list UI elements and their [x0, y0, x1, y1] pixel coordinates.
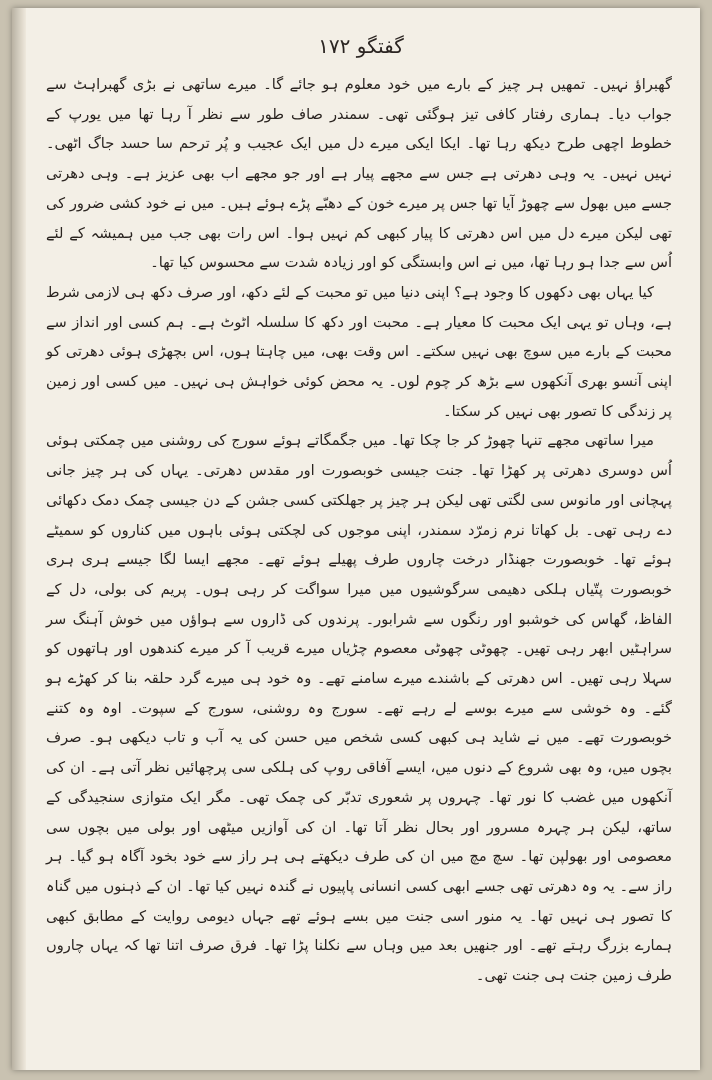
- book-page: [12, 8, 700, 1070]
- paragraph-2: کیا یہاں بھی دکھوں کا وجود ہے؟ اپنی دنیا میں تو محبت کے لئے دکھ، اور صرف دکھ ہی لازمی شرط ہے، وہاں تو یہی ایک محبت کا معیار ہے۔ محبت اور دکھ کا سلسلہ اٹوٹ ہے۔ ہم کسی اور انداز سے محبت کے بارے میں سوچ بھی نہیں سکتے۔ اس وقت بھی، میں چاہتا ہوں، اس بچھڑی ہوئی دھرتی کو اپنی آنسو بھری آنکھوں سے بڑھ کر چوم لوں۔ یہ محض کوئی خواہش ہی نہیں۔ میں کسی اور زمین پر زندگی کا تصور بھی نہیں کر سکتا۔: [46, 283, 672, 420]
- paragraph-1: گھبراؤ نہیں۔ تمھیں ہر چیز کے بارے میں خود معلوم ہو جائے گا۔ میرے ساتھی نے بڑی گھبراہٹ سے جواب دیا۔ ہماری رفتار کافی تیز ہوگئی تھی۔ سمندر صاف طور سے نظر آ رہا تھا میں یورپ کے خطوط اچھی طرح دیکھ رہا تھا۔ ایکا ایکی میرے دل میں ایک عجیب و پُر ترحم سا حسد جاگ اٹھی۔ نہیں نہیں۔ یہ وہی دھرتی ہے جس سے مجھے پیار ہے اور جو مجھے اب بھی عزیز ہے۔ وہی دھرتی جسے میں بھول سے چھوڑ آیا تھا جس پر میرے خون کے دھبّے پڑے ہوئے ہیں۔ میں نے خود کشی ضرور کی تھی لیکن میرے دل میں اس دھرتی کا پیار کبھی کم نہیں ہوا۔ اس رات بھی جب میں ہمیشہ کے لئے اُس سے جدا ہو رہا تھا، میں نے اس وابستگی کو اور زیادہ شدت سے محسوس کیا تھا۔: [46, 76, 672, 272]
- paragraph-3: میرا ساتھی مجھے تنہا چھوڑ کر جا چکا تھا۔ میں جگمگاتے ہوئے سورج کی روشنی میں چمکتی ہوئی اُس دوسری دھرتی پر کھڑا تھا۔ جنت جیسی خوبصورت اور مقدس دھرتی۔ یہاں کی ہر چیز جانی پہچانی اور مانوس سی لگتی تھی لیکن ہر چیز پر جھلکتی کسی جشن کے دن جیسی چمک دمک دکھائی دے رہی تھی۔ بل کھاتا نرم زمرّد سمندر، اپنی موجوں کی لچکتی ہوئی باہوں میں کناروں کو سمیٹے ہوئے تھا۔ خوبصورت جھنڈار درخت چاروں طرف پھیلے ہوئے تھے۔ مجھے ایسا لگا جیسے ہری ہری خوبصورت پتّیاں ہلکی دھیمی سرگوشیوں میں میرا سواگت کر رہی ہوں۔ پریم کی بولی، دل کے الفاظ، گھاس کی خوشبو اور رنگوں سے شرابور۔ پرندوں کی ڈاروں سے ہواؤں میں خوش آہنگ سر سراہٹیں ابھر رہی تھیں۔ چھوٹی چھوٹی معصوم چڑیاں میرے قریب آ کر میرے کندھوں اور ہاتھوں کو سہلا رہی تھیں۔ اس دھرتی کے باشندے میرے سامنے تھے۔ وہ خود ہی میرے گرد حلقہ بنا کر کھڑے ہو گئے۔ وہ خوشی سے میرے بوسے لے رہے تھے۔ سورج وہ روشنی، سورج کے سپوت۔ اوہ وہ کتنے خوبصورت تھے۔ میں نے شاید ہی کبھی کسی شخص میں حسن کی یہ آب و تاب دیکھی ہو۔ صرف بچوں میں، وہ بھی شروع کے دنوں میں، ایسے آفاقی روپ کی ہلکی سی پرچھائیں نظر آتی ہے۔ ان کی آنکھوں میں غضب کا نور تھا۔ چہروں پر شعوری تدبّر کی چمک تھی۔ مگر ایک متوازی سنجیدگی کے ساتھ، لیکن ہر چہرہ مسرور اور بحال نظر آتا تھا۔ ان کی آوازیں میٹھی اور بولی میں بچوں سی معصومی اور بھولپن تھا۔ سچ مچ میں ان کی طرف دیکھتے ہی ہر راز سے خود بخود آگاہ ہو گیا۔ ہر راز سے۔ یہ وہ دھرتی تھی جسے ابھی کسی انسانی پاپیوں نے گندہ نہیں کیا تھا۔ ان کے ذہنوں میں گناہ کا تصور ہی نہیں تھا۔ یہ منور اسی جنت میں بسے ہوئے تھے جہاں دیومی روایت کے مطابق کبھی ہمارے بزرگ رہتے تھے۔ اور جنھیں بعد میں وہاں سے نکلنا پڑا تھا۔ فرق صرف اتنا تھا کہ یہاں چاروں طرف زمین جنت ہی جنت تھی۔: [46, 432, 672, 985]
- page-body-text: [46, 70, 672, 1030]
- page-number: ۱۷۲: [318, 34, 351, 58]
- running-title: گفتگو: [356, 34, 404, 58]
- page-header: [12, 34, 700, 58]
- page-binding-edge: [12, 8, 26, 1070]
